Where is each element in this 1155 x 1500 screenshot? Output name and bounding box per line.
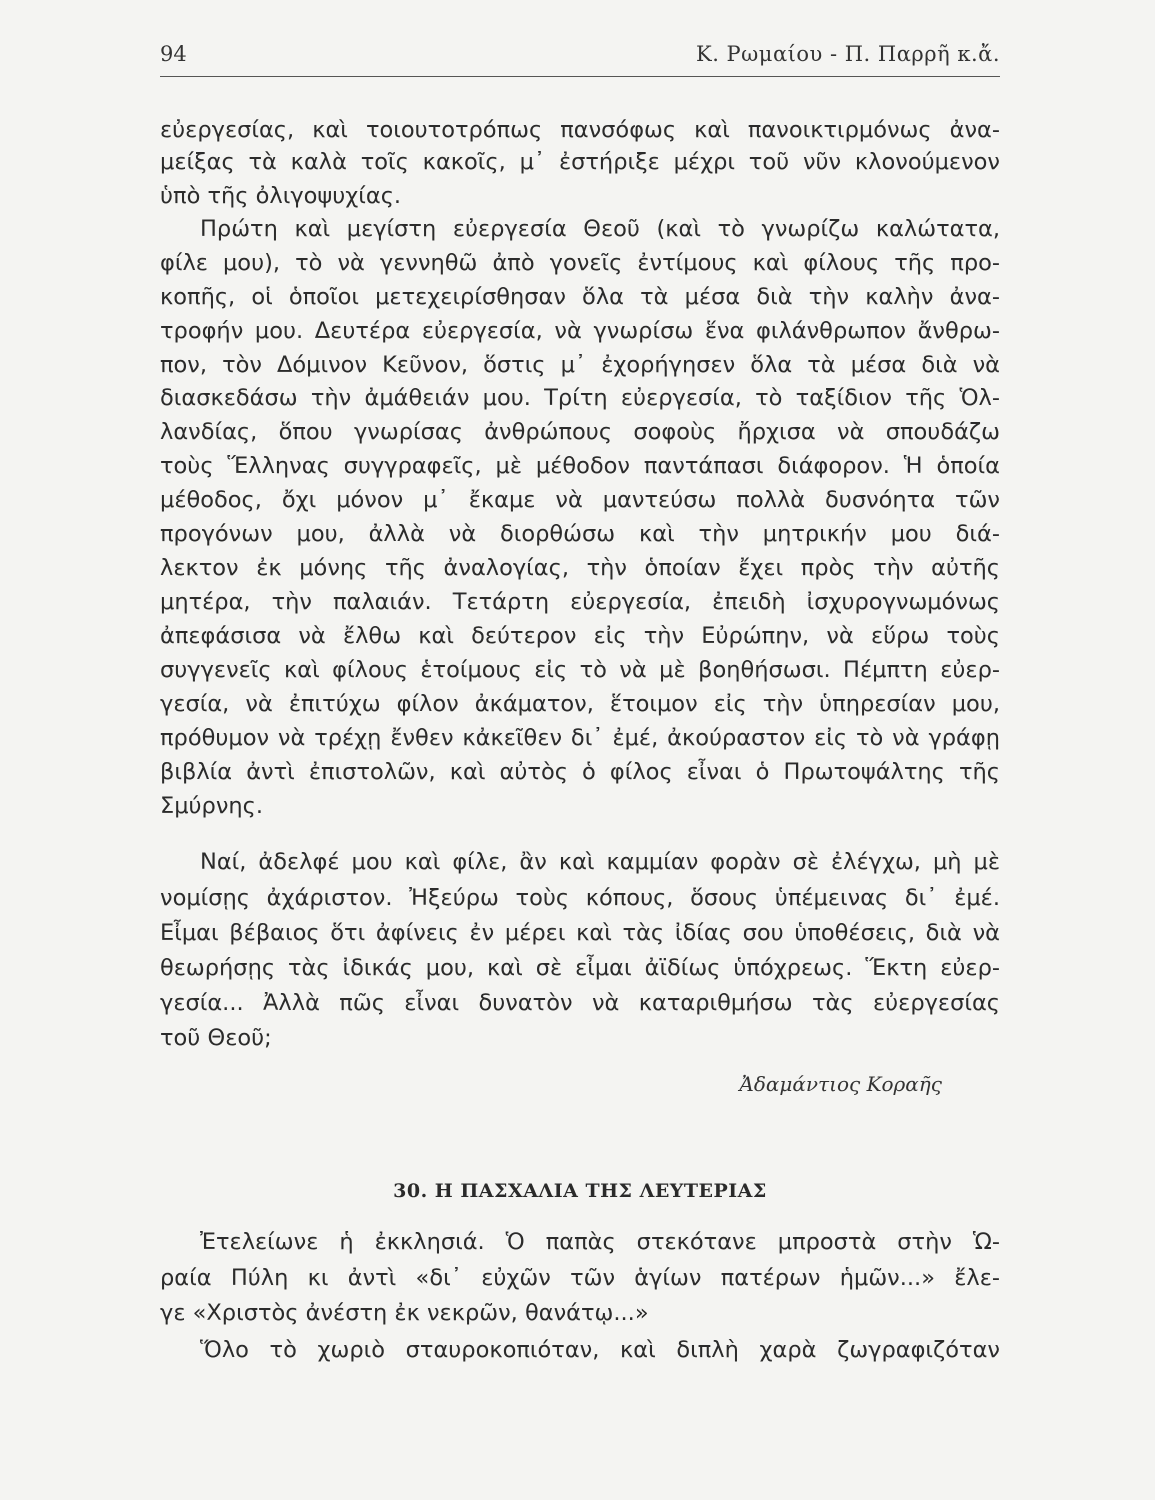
page-header bbox=[160, 42, 1000, 72]
text-line: γε «Χριστὸς ἀνέστη ἐκ νεκρῶν, θανάτῳ...» bbox=[160, 1300, 649, 1326]
text-line: γεσία... Ἀλλὰ πῶς εἶναι δυνατὸν νὰ καταριθμήσω τὰς εὐεργεσίας bbox=[160, 990, 1000, 1016]
text-line: πον, τὸν Δόμινον Κεῦνον, ὅστις μ᾽ ἐχορήγησεν ὅλα τὰ μέσα διὰ νὰ bbox=[160, 352, 1000, 378]
header-rule bbox=[160, 76, 1000, 77]
text-line: Ἐτελείωνε ἡ ἐκκλησιά. Ὁ παπὰς στεκότανε μπροστὰ στὴν Ὡ- bbox=[200, 1229, 1000, 1255]
text-line: λεκτον ἐκ μόνης τῆς ἀναλογίας, τὴν ὁποίαν ἔχει πρὸς τὴν αὐτῆς bbox=[160, 555, 1000, 581]
text-line: μείξας τὰ καλὰ τοῖς κακοῖς, μ᾽ ἐστήριξε μέχρι τοῦ νῦν κλονούμενον bbox=[160, 149, 1000, 175]
section-title: 30. Η ΠΑΣΧΑΛΙΑ ΤΗΣ ΛΕΥΤΕΡΙΑΣ bbox=[393, 1180, 767, 1202]
text-line: φίλε μου), τὸ νὰ γεννηθῶ ἀπὸ γονεῖς ἐντίμους καὶ φίλους τῆς προ- bbox=[160, 250, 1000, 276]
text-line: Εἶμαι βέβαιος ὅτι ἀφίνεις ἐν μέρει καὶ τὰς ἰδίας σου ὑποθέσεις, διὰ νὰ bbox=[160, 920, 1000, 946]
text-line: Ναί, ἀδελφέ μου καὶ φίλε, ἂν καὶ καμμίαν φορὰν σὲ ἐλέγχω, μὴ μὲ bbox=[200, 849, 1000, 875]
text-line: μητέρα, τὴν παλαιάν. Τετάρτη εὐεργεσία, ἐπειδὴ ἰσχυρογνωμόνως bbox=[160, 589, 1000, 615]
text-line: Σμύρνης. bbox=[160, 793, 264, 819]
text-line: λανδίας, ὅπου γνωρίσας ἀνθρώπους σοφοὺς ἤρχισα νὰ σπουδάζω bbox=[160, 419, 1000, 445]
text-line: ὑπὸ τῆς ὀλιγοψυχίας. bbox=[160, 183, 402, 209]
text-line: μέθοδος, ὄχι μόνον μ᾽ ἔκαμε νὰ μαντεύσω πολλὰ δυσνόητα τῶν bbox=[160, 487, 1000, 513]
text-line: γεσία, νὰ ἐπιτύχω φίλον ἀκάματον, ἕτοιμον εἰς τὴν ὑπηρεσίαν μου, bbox=[160, 691, 1000, 717]
text-line: νομίσῃς ἀχάριστον. Ἠξεύρω τοὺς κόπους, ὅσους ὑπέμεινας δι᾽ ἐμέ. bbox=[160, 885, 1000, 911]
text-line: τοῦ Θεοῦ; bbox=[160, 1025, 272, 1051]
text-line: τοὺς Ἕλληνας συγγραφεῖς, μὲ μέθοδον παντάπασι διάφορον. Ἡ ὁποία bbox=[160, 453, 1000, 479]
signature: Ἀδαμάντιος Κοραῆς bbox=[739, 1072, 942, 1096]
text-line: εὐεργεσίας, καὶ τοιουτοτρόπως πανσόφως καὶ πανοικτιρμόνως ἀνα- bbox=[160, 117, 1000, 143]
page-number: 94 bbox=[160, 42, 187, 66]
text-line: Πρώτη καὶ μεγίστη εὐεργεσία Θεοῦ (καὶ τὸ γνωρίζω καλώτατα, bbox=[200, 216, 1000, 242]
text-line: τροφήν μου. Δευτέρα εὐεργεσία, νὰ γνωρίσω ἕνα φιλάνθρωπον ἄνθρω- bbox=[160, 318, 1000, 344]
text-line: βιβλία ἀντὶ ἐπιστολῶν, καὶ αὐτὸς ὁ φίλος εἶναι ὁ Πρωτοψάλτης τῆς bbox=[160, 759, 1000, 785]
text-line: κοπῆς, οἱ ὁποῖοι μετεχειρίσθησαν ὅλα τὰ μέσα διὰ τὴν καλὴν ἀνα- bbox=[160, 284, 1000, 310]
text-line: συγγενεῖς καὶ φίλους ἑτοίμους εἰς τὸ νὰ μὲ βοηθήσωσι. Πέμπτη εὐερ- bbox=[160, 657, 1000, 683]
running-head: Κ. Ρωμαίου - Π. Παρρῆ κ.ἄ. bbox=[696, 42, 1000, 66]
text-line: διασκεδάσω τὴν ἀμάθειάν μου. Τρίτη εὐεργεσία, τὸ ταξίδιον τῆς Ὁλ- bbox=[160, 385, 1000, 411]
text-line: ραία Πύλη κι ἀντὶ «δι᾽ εὐχῶν τῶν ἁγίων πατέρων ἡμῶν...» ἔλε- bbox=[160, 1265, 1000, 1291]
text-line: πρόθυμον νὰ τρέχῃ ἔνθεν κἀκεῖθεν δι᾽ ἐμέ, ἀκούραστον εἰς τὸ νὰ γράφῃ bbox=[160, 725, 1000, 751]
text-line: Ὅλο τὸ χωριὸ σταυροκοπιόταν, καὶ διπλὴ χαρὰ ζωγραφιζόταν bbox=[200, 1337, 1000, 1363]
text-line: προγόνων μου, ἀλλὰ νὰ διορθώσω καὶ τὴν μητρικήν μου διά- bbox=[160, 521, 1000, 547]
text-line: ἀπεφάσισα νὰ ἔλθω καὶ δεύτερον εἰς τὴν Εὐρώπην, νὰ εὕρω τοὺς bbox=[160, 623, 1000, 649]
text-line: θεωρήσῃς τὰς ἰδικάς μου, καὶ σὲ εἶμαι ἀϊδίως ὑπόχρεως. Ἕκτη εὐερ- bbox=[160, 955, 1000, 981]
